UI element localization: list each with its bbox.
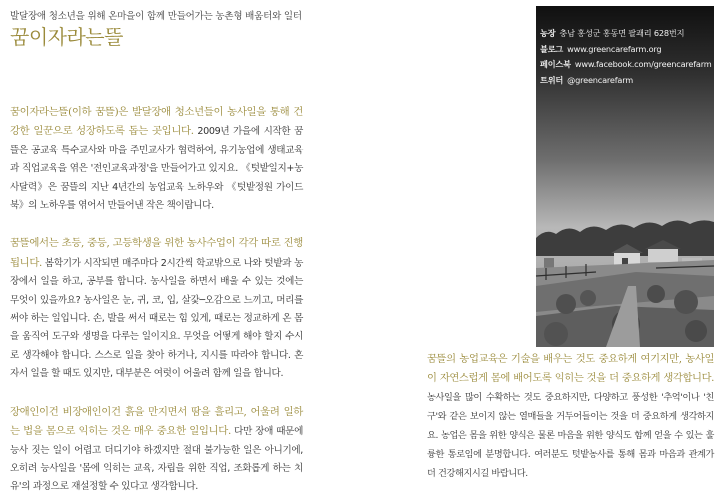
paragraph-education: [427, 350, 714, 483]
classes-body: 봄학기가 시작되면 매주마다 2시간씩 학교밖으로 나와 텃밭과 농장에서 일을 하고, 공부를 합니다. 농사일을 하면서 배울 수 있는 것에는 무엇이 있을까요? 농사일은 눈, 귀, 코, 입, 살갗─오감으로 느끼고, 머리를 써야 하는 일입니다. 손, 발을 써서 때로는 힘 있게, 때로는 정교하게 온 몸을 움직여 도구와 생명을 다루는 일이지요. 무엇을 어떻게 해야 할지 수시로 생각해야 합니다. 스스로 일을 찾아 하거나, 지시를 따라야 합니다. 혼자서 일을 할 때도 있지만, 대부분은 여럿이 어울려 함께 일을 합니다.: [10, 257, 303, 380]
contact-twitter: [540, 73, 712, 89]
contact-facebook-link[interactable]: www.facebook.com/greencarefarm: [574, 59, 712, 70]
contact-twitter-label: 트위터: [540, 74, 564, 85]
contact-facebook: [540, 57, 712, 73]
intro-body: 2009년 가을에 시작한 꿈뜰은 공교육 특수교사와 마을 주민교사가 협력하여, 유기농업에 생태교육과 직업교육을 엮은 '전인교육과정'을 만들어가고 있지요. 《텃밭일지+농사달력》은 꿈뜰의 지난 4년간의 농업교육 노하우와 《텃밭정원 가이드북》의 노하우를 엮어서 만들어낸 작은 책이랍니다.: [10, 126, 304, 212]
education-highlight: 꿈뜰의 농업교육은 기술을 배우는 것도 중요하게 여기지만, 농사일이 자연스럽게 몸에 배어도록 익히는 것을 더 중요하게 생각합니다.: [427, 353, 714, 384]
contact-blog-label: 블로그: [540, 43, 564, 54]
contact-blog: [540, 42, 712, 58]
importance-body: 다만 장애 때문에 능사 짓는 일이 어렵고 더디기야 하겠지만 절대 불가능한 일은 아니기에, 오히려 능사일을 '몸에 익히는 교육, 자립을 위한 직업, 조화롭게 하는 치유'의 과정으로 재설정할 수 있다고 생각합니다.: [10, 426, 303, 493]
contact-farm-address: 충남 홍성군 홍동면 팔괘리 628번지: [559, 28, 685, 38]
classes-highlight: 꿈뜰에서는 초등, 중등, 고등학생을 위한 농사수업이 각각 따로 진행됩니다.: [10, 237, 303, 269]
contact-blog-link[interactable]: www.greencarefarm.org: [567, 43, 662, 54]
contact-farm-label: 농장: [540, 28, 556, 38]
education-body: 농사일을 많이 수확하는 것도 중요하지만, 다양하고 풍성한 '추억'이나 '친구'와 같은 보이지 않는 열매들을 거두어들이는 것을 더 중요하게 생각하지요. 농업은 몸을 위한 양식은 물론 마음을 위한 양식도 함께 얻을 수 있는 훌륭한 통로임에 분명합니다. 여러분도 텃밭농사를 통해 몸과 마음과 관계가 더 건강해지시길 바랍니다.: [427, 392, 714, 479]
intro-highlight: 꿈이자라는뜰(이하 꿈뜰)은 발달장애 청소년들이 농사일을 통해 건강한 일꾼으로 성장하도록 돕는 곳입니다.: [10, 106, 303, 138]
paragraph-importance: [10, 403, 303, 497]
contact-info: [540, 26, 712, 88]
right-column: [427, 350, 714, 483]
paragraph-classes: [10, 234, 303, 383]
importance-highlight: 장애인이건 비장애인이건 흙을 만지면서 땀을 흘리고, 어울려 일하는 법을 몸으로 익히는 것은 매우 중요한 일입니다.: [10, 405, 303, 438]
page-title: 꿈이자라는뜰: [10, 25, 123, 49]
tagline: 발달장애 청소년을 위해 온마을이 함께 만들어가는 농촌형 배움터와 일터: [10, 11, 302, 22]
contact-facebook-label: 페이스북: [540, 59, 571, 70]
contact-twitter-link[interactable]: @greencarefarm: [567, 74, 634, 85]
paragraph-intro: [10, 103, 303, 215]
contact-farm: [540, 26, 712, 42]
left-column: [10, 103, 303, 497]
farm-photo: [536, 6, 714, 347]
